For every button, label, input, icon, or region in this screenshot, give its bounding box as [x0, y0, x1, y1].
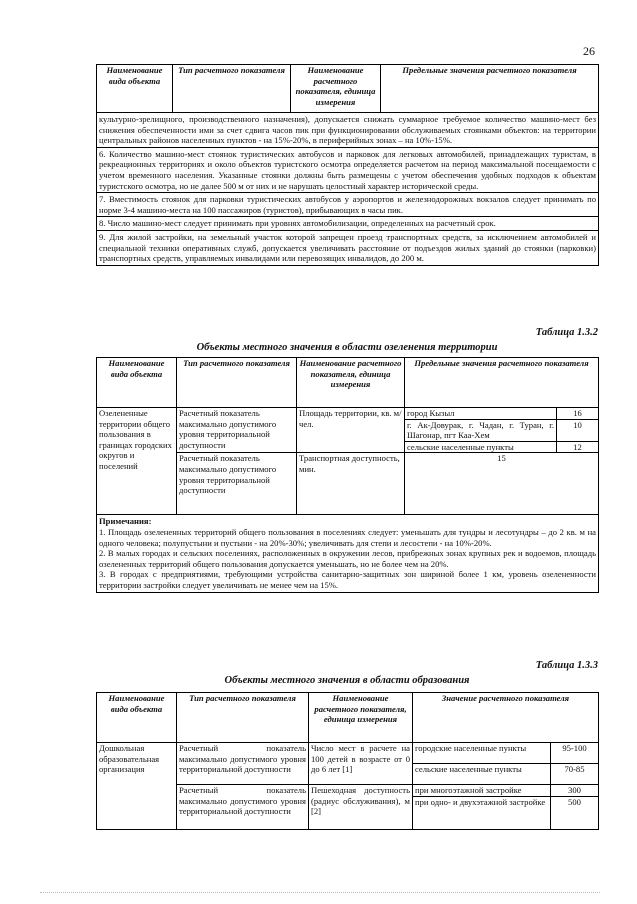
value-cell: 95-100	[551, 743, 599, 764]
value-cell: 300	[551, 785, 599, 797]
table-row	[97, 743, 599, 764]
header-object-type: Наименование вида объекта	[97, 65, 173, 113]
indicator-name-cell: Пешеходная доступность (радиус обслуживания), м [2]	[309, 785, 413, 830]
table-notes-row	[97, 230, 599, 265]
note-text: 6. Количество машино-мест стоянок туристических автобусов и парковок для легковых автомобилей, принадлежащих туристам, в рекреационных территориях и около объектов туристского осмотра определяется расчетом на период максимальной посещаемости с учетом временного населения. Указанные стоянки должны быть размещены с учетом обеспечения удобных подходов к объектам туристского осмотра, но не далее 500 м от них и не нарушать целостный характер исторической среды.	[99, 148, 596, 191]
note-text: 7. Вместимость стоянок для парковки туристических автобусов у аэропортов и железнодорожных вокзалов следует принимать по норме 3-4 машино-места на 100 пассажиров (туристов), прибывающих в часы пик.	[99, 194, 596, 215]
table-header-row	[97, 693, 599, 743]
header-values: Значение расчетного показателя	[413, 693, 599, 743]
table-education	[96, 692, 599, 830]
indicator-name-cell: Число мест в расчете на 100 детей в возрасте от 0 до 6 лет [1]	[309, 743, 413, 785]
indicator-type-cell: Расчетный показатель максимально допустимого уровня территориальной доступности	[177, 453, 297, 515]
scan-artifact-divider	[40, 892, 600, 897]
indicator-type-cell: Расчетный показатель максимально допустимого уровня территориальной доступности	[177, 408, 297, 453]
note-text: 2. В малых городах и сельских поселениях, расположенных в окружении лесов, прибрежных зонах крупных рек и водоемов, площадь озелененных территорий общего пользования допускается уменьшать, но не более чем на 20%.	[99, 548, 597, 569]
place-cell: при одно- и двухэтажной застройке	[413, 797, 551, 830]
value-cell: 70-85	[551, 764, 599, 785]
value-cell: 10	[557, 419, 599, 441]
note-text: культурно-зрелищного, производственного назначения), допускается снижать суммарное требуемое количество машино-мест без снижения обеспеченности ими за счет сдвига часов пик при функционировании обслуживаемых стоянками объектов: на территории центральных районов населенных пунктов - на 15%-20%, в периферийных зонах – на 10%-15%.	[99, 114, 596, 146]
table-label: Таблица 1.3.3	[535, 660, 598, 671]
note-text: 1. Площадь озелененных территорий общего пользования в поселениях следует: уменьшать для тундры и лесотундры – до 2 кв. м на одного человека; полупустыни и пустыни - на 20%-30%; увеличивать для степи и лесостепи - на 10%-20%.	[99, 526, 597, 548]
note-text: 8. Число машино-мест следует принимать при уровнях автомобилизации, определенных на расчетный срок.	[99, 218, 496, 229]
table-header-row	[97, 65, 599, 113]
header-indicator-name: Наименование расчетного показателя, единица измерения	[291, 65, 381, 113]
table-notes-row	[97, 147, 599, 192]
place-cell: сельские населенные пункты	[413, 764, 551, 785]
table-label: Таблица 1.3.2	[535, 327, 598, 338]
table-title: Объекты местного значения в области образования	[224, 675, 470, 686]
place-cell: г. Ак-Довурак, г. Чадан, г. Туран, г. Шагонар, пгт Каа-Хем	[405, 419, 557, 441]
table-title: Объекты местного значения в области озеленения территории	[196, 342, 498, 353]
note-text: 3. В городах с предприятиями, требующими устройства санитарно-защитных зон шириной более 1 км, уровень озелененности территории застройки следует увеличивать не менее чем на 15%.	[99, 569, 597, 590]
notes-title: Примечания:	[99, 516, 152, 527]
indicator-type-cell: Расчетный показатель максимально допустимого уровня территориальной доступности	[177, 743, 309, 785]
table-greenery	[96, 357, 599, 593]
header-limit-values: Предельные значения расчетного показателя	[405, 358, 599, 408]
object-cell: Дошкольная образовательная организация	[97, 743, 177, 830]
place-cell: город Кызыл	[405, 408, 557, 420]
place-cell: при многоэтажной застройке	[413, 785, 551, 797]
place-cell: сельские населенные пункты	[405, 441, 557, 453]
value-cell: 500	[551, 797, 599, 830]
value-cell: 12	[557, 441, 599, 453]
note-text: 9. Для жилой застройки, на земельный участок которой запрещен проезд транспортных средств, за исключением автомобилей и специальной техники оперативных служб, допускается увеличивать расстояние от подъездов жилых зданий до стоянки (парковки) транспортных средств, управляемых инвалидами или перевозящих инвалидов, до 200 м.	[99, 231, 596, 264]
header-indicator-type: Тип расчетного показателя	[177, 358, 297, 408]
table-parking-continued	[96, 64, 599, 266]
place-cell: городские населенные пункты	[413, 743, 551, 764]
header-indicator-name: Наименование расчетного показателя, единица измерения	[309, 693, 413, 743]
table-notes-row	[97, 515, 599, 592]
value-cell: 15	[405, 453, 599, 515]
header-indicator-type: Тип расчетного показателя	[177, 693, 309, 743]
page-number: 26	[583, 44, 595, 58]
table-notes-row	[97, 217, 599, 231]
header-indicator-type: Тип расчетного показателя	[173, 65, 291, 113]
header-object-type: Наименование вида объекта	[97, 693, 177, 743]
indicator-name-cell: Транспортная доступность, мин.	[297, 453, 405, 515]
table-header-row	[97, 358, 599, 408]
header-indicator-name: Наименование расчетного показателя, единица измерения	[297, 358, 405, 408]
header-object-type: Наименование вида объекта	[97, 358, 177, 408]
indicator-name-cell: Площадь территории, кв. м/чел.	[297, 408, 405, 453]
table-notes-row	[97, 193, 599, 217]
table-row	[97, 408, 599, 420]
object-cell: Озелененные территории общего пользования в границах городских округов и поселений	[97, 408, 177, 515]
table-notes-row	[97, 113, 599, 148]
indicator-type-cell: Расчетный показатель максимально допустимого уровня территориальной доступности	[177, 785, 309, 830]
value-cell: 16	[557, 408, 599, 420]
header-limit-values: Предельные значения расчетного показателя	[381, 65, 599, 113]
